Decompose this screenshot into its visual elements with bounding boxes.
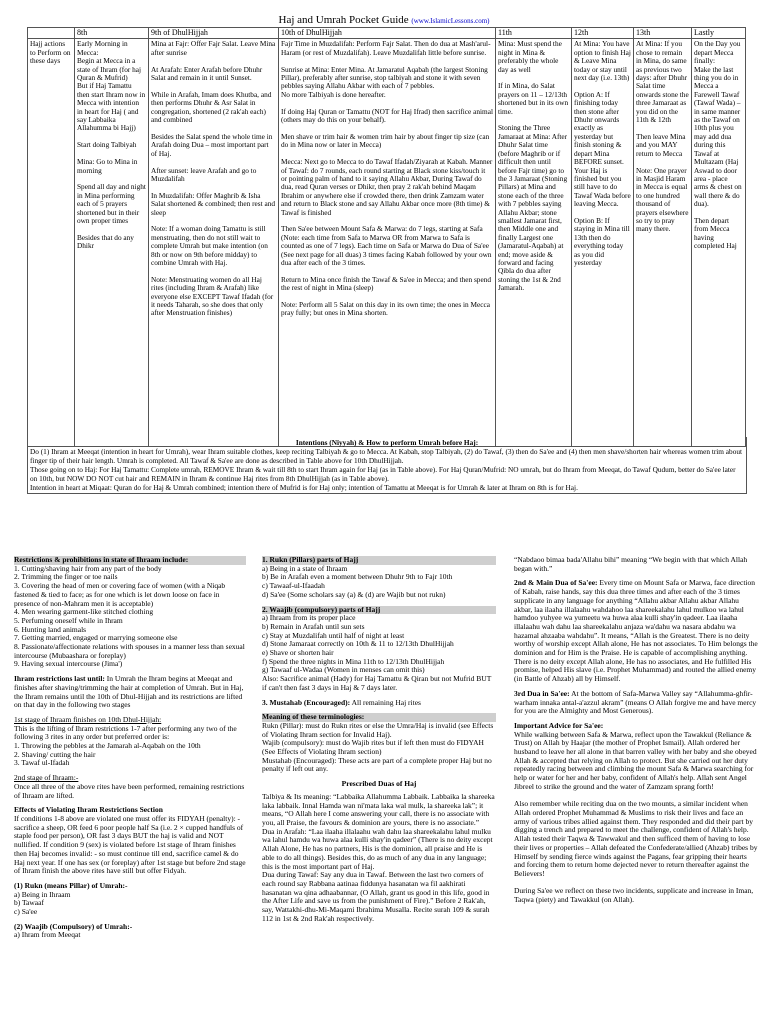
table-header-row — [28, 28, 746, 39]
haj-types-text: Those going on to Haj: For Haj Tamattu: Complete umrah, REMOVE Ihram & wait till 8th to start Ihram again for Haj (as in Table above). For Haj Quran/Mufrid: NO umrah, but do Ihram from Meeqat, do Tawaf Qudum, better do Sa'ee later on 10th, but NOW DO NOT cut hair and REMAIN in Ihram & continue Haj rites from 8th DhulHijjah (as in Table above). — [30, 465, 736, 483]
stage-one-text: This is the lifting of Ihram restrictions 1-7 after performing any two of the following 3 rites in any order but preferred order is: 1. Throwing the pebbles at the Jamarah al-Aqabah on the 10th 2. Shaving/ cutting the hair 3. Tawaf ul-Ifadah — [14, 723, 237, 768]
table-row — [28, 39, 746, 447]
section-heading: Prescribed Duas of Haj — [341, 779, 417, 789]
terminology-text: Rukn (Pillar): must do Rukn rites or else the Umra/Haj is invalid (see Effects of Violating Ihram section for Invalid Haj). Wajib (compulsory): must do Wajib rites but if left then must do FIDYAH (See Effects of Violating Ihram section) Mustahab (Encouraged): These acts are part of a complete proper Haj but no penalty if left out any. — [262, 720, 494, 774]
paragraph-text: All remaining Haj rites — [350, 697, 421, 707]
paragraph-text: In Umrah the Ihram begins at Meeqat and finishes after shaving/trimming the hair at completion of Umrah. But in Haj, the Ihram remains until the 10th of Dhul-Hijjah and its restrictions are lifted on that day in the following two stages — [14, 674, 244, 710]
paragraph-text: At the bottom of Safa-Marwa Valley say “Allahumma-ghfir-warham innaka antal-a'azzul akram” (means O Allah forgive me and have mercy for you are the Almighty and Most Generous). — [514, 688, 757, 716]
section-heading: Restrictions & prohibitions in state of Ihraam include: — [14, 556, 246, 565]
section-heading: Effects of Violating Ihram Restrictions Section — [14, 805, 163, 815]
column-left — [14, 556, 246, 946]
page-title — [0, 14, 768, 26]
advice-text: While walking between Safa & Marwa, reflect upon the Tawakkul (Reliance & Trust) on Allah by Haajar (the mother of Prophet Ismail). Allah ordered her husband to leave her all alone in that barren valley with her baby and she obeyed Allah & accepted that relying on Allah to protect. But she carried out her duty repeatedly racing between and climbing the mount Safa & Marwa searching for help or water for her and her baby, confident of Allah's help. Allah sent Angel Jibreel to strike the ground and the water of Zamzam sprang forth! Also remember while reciting dua on the two mounts, a similar incident when Allah ordered Prophet Muhammad & Muslims to risk their lives and face an army of various tribes allied against them. They responded and did their part by digging a trench and prepared to meet the challenge, confident of Allah's help. Allah tested their Taqwa & Tawwakul and then sufficed them of having to lose their lives or properties – Allah defeated the Confederate/allied (Ahzab) tribes by Himself by sending fierce winds against the Pagans, fear gripping their hearts and forcing them to return home dejected never to return thereafter against the Believers! During Sa'ee we reflect on these two incidents, supplicate and increase in Iman, Taqwa (piety) and Tawakkul (on Allah). — [514, 729, 758, 905]
stage-label: 2nd stage of Ihraam:- — [14, 773, 79, 783]
section-heading: (1) Rukn (means Pillar) of Umrah:- — [14, 880, 128, 890]
umrah-pillars-list: a) Being in Ihraam b) Tawaaf c) Sa'ee — [14, 889, 71, 917]
section-heading: Important Advice for Sa'ee: — [514, 720, 604, 730]
umrah-intentions-box — [27, 437, 747, 494]
umrah-steps-text: Do (1) Ihram at Meeqat (intention in heart for Umrah), wear Ihram suitable clothes, keep reciting Talbiyah & go to Mecca. At Kabah, stop Talbiyah, (2) do Tawaf, (3) then do Sa'ee and (4) then men shave/shorten hair whereas women trim about finger tip of their hair length. Umrah is completed. All Tawaf & Sa'ee are done as described in Table above for 10th DhulHijjah. — [30, 447, 743, 465]
day-8-cell: Early Morning in Mecca: Begin at Mecca in a state of Ihram (for haj Quran & Mufrid) But if Haj Tamattu then start Ihram now in Mecca with intention in heart for Haj ( and say Labbaika Allahumma bi Hajj) Start doing Talbiyah Mina: Go to Mina in morning Spend all day and night in Mina performing each of 5 prayers shortened but in their own proper times Besides that do any Dhikr — [75, 39, 149, 447]
restrictions-list: 1. Cutting/shaving hair from any part of the body 2. Trimming the finger or toe nails 3. Covering the head of men or covering face of women (with a Niqab fastened & tied to face; as for one which is let down loose on face in presence of non-Mahram men it is acceptable) 4. Men wearing garment-like stitched clothing 5. Perfuming oneself while in Ihram 6. Hunting land animals 7. Getting married, engaged or marrying someone else 8. Passionate/affectionate relations with spouses in a manner less than sexual intercourse (Mubaasharа or foreplay) 9. Having sexual intercourse (Jima') — [14, 563, 245, 669]
section-heading: Meaning of these terminologies: — [262, 713, 496, 722]
section-heading: (2) Waajib (Compulsory) of Umrah:- — [14, 921, 133, 931]
day-13-cell: At Mina: If you chose to remain in Mina, do same as previous two days: after Dhuhr Salat time onwards stone the three Jamaraat as you did on the 11th & 12th Then leave Mina and you MAY return to Mecca Note: One prayer in Masjid Haram in Mecca is equal to one hundred thousand of prayers elsewhere so try to pray many there. — [634, 39, 692, 447]
hajj-pillars-list: a) Being in a state of Ihraam b) Be in Arafah even a moment between Dhuhr 9th to Fajr 10th c) Tawaaf-ul-Ifaadah d) Sa'ee (Some scholars say (a) & (d) are Wajib but not rukn) — [262, 563, 453, 599]
paragraph-text: Every time on Mount Safa or Marwa, face direction of Kabah, raise hands, say this dua three times and after each of the 3 times supplicate in any language for anything “Allahu akbar Allahu akbar Allahu akbar, laa ilaaha illalaahu wahdahoo laa shareekalahu lahul mulkoo wa lahul hamdoo yuhyee wa yumeetu wa huwa alaa kulli shay'in qadeer. Laa ilaaha illalaahu wah dahu laa shareekalahu anjaza wa'dahu wa nasara abdahu wa hazamal ahzaaba wahdahu”. It means, “Allah is the Greatest. There is no deity worthy of worship except Allah alone, He has not associates. To Him belongs the dominion and for Him is the Praise. He is capable of accomplishing anything. There is no deity except Allah alone, He has no associates, and He fulfilled His promise, helped His slave (i.e. Prophet Muhammad) and routed the allied enemy (in Battle of Ahzab) all by Himself. — [514, 578, 758, 684]
section-heading: 2. Waajib (compulsory) parts of Hajj — [262, 606, 496, 615]
inline-heading: 3. Mustahab (Encouraged): — [262, 697, 351, 707]
umrah-wajib-list: a) Ihram from Meeqat — [14, 930, 81, 940]
inline-heading: 3rd Dua in Sa'ee: — [514, 688, 570, 698]
lastly-cell: On the Day you depart Mecca finally: Make the last thing you do in Mecca a Farewell Tawaf (Tawaf Wada) – in same manner as the Tawaf on 10th plus you may add dua during this Tawaf at Multazam (Haj Aswad to door area - place arms & chest on wall there & do dua). Then depart from Mecca having completed Haj — [692, 39, 746, 447]
duas-text: Talbiya & Its meaning: “Labbaika Allahumma Labbaik. Labbaika la shareeka laka labbaik. Innal Hamda wan ni'mata laka wal mulk, la shareeka lak”; it means, “O Allah here I come answering your call, there is no associate with you, all Praise, the favours & dominion are yours, there is no associate.” Dua in Arafah: “Laa ilaaha illalaahu wah dahu laa shareekalahu lahul mulku wa lahul hamdu wa huwa alaa kulli shay'in qadeer” (There is no deity except Allah Alone, He has no partners, His is the dominion, all praise and He is able to do all things). Besides this, do as much of any dua in any language; this is the most important part of Haj. Dua during Tawaf: Say any dua in Tawaf. Between the last two corners of each round say Rabbana aatinaa fiddunya hasanatan wa fil aakhirati hasanatan wa qina adhaabannar, (O Allah, grant us good in this life, good in the After Life and save us from the punishment of Fire).” Before 2 Rak'ah, say, Wattakhi-dhu-Mi-Maqami Ibrahima Musalla. Recite surah 109 & surah 112 in 1st & 2nd Rak'ah respectively. — [262, 791, 495, 923]
section-heading: 1. Rukn (Pillars) parts of Hajj — [262, 556, 496, 565]
inline-heading: 2nd & Main Dua of Sa'ee: — [514, 578, 598, 588]
title-text: Haj and Umrah Pocket Guide — [278, 14, 409, 26]
column-header: 12th — [572, 28, 634, 39]
column-header: 8th — [75, 28, 149, 39]
website-link[interactable]: (www.IslamicLessons.com) — [411, 17, 490, 25]
info-columns — [14, 556, 758, 1024]
violation-effects-text: If conditions 1-8 above are violated one must offer its FIDYAH (penalty): - sacrifice a sheep, OR feed 6 poor people half Sa (i.e. 2 × cupped handfuls of staple food per person), OR fast 3 days BUT the haj is valid and NOT nullified. If condition 9 (sex) is violated before 1st stage of Ihram finishes then Haj becomes invalid: - so must continue till end, sacrifice camel & do Haj next year. If one has sex (or foreplay) after 1st stage but before 2nd stage of Ihram finish the above rites have still but offer Fidyah. — [14, 813, 246, 876]
column-header: 11th — [496, 28, 572, 39]
column-header — [28, 28, 75, 39]
safa-dua-text: “Nabdaoo bimaa bada'Allahu bihi” meaning “We begin with that which Allah began with.” — [514, 556, 748, 573]
inline-heading: Ihram restrictions last until: — [14, 674, 105, 684]
stage-label: 1st stage of Ihraam finishes on 10th Dhul-Hijjah: — [14, 714, 162, 724]
day-12-cell: At Mina: You have option to finish Haj & Leave Mina today or stay until next day (i.e. 13th) Option A: If finishing today then stone after Dhuhr onwards exactly as yesterday but finish stoning & depart Mina BEFORE sunset. Your Haj is finished but you still have to do Tawaf Wada before leaving Mecca. Option B: If staying in Mina till 13th then do everything today as you did yesterday — [572, 39, 634, 447]
row-label-cell: Hajj actions to Perform on these days — [28, 39, 75, 447]
stage-two-text: Once all three of the above rites have been performed, remaining restrictions of Ihraam are lifted. — [14, 781, 245, 800]
hajj-schedule-table — [27, 27, 746, 447]
section-heading: Intentions (Niyyah) & How to perform Umrah before Haj: — [295, 438, 479, 447]
mustahab-paragraph — [262, 699, 496, 708]
column-middle — [262, 556, 496, 929]
column-right — [514, 556, 758, 911]
ihram-duration-paragraph — [14, 675, 246, 710]
third-dua-paragraph — [514, 690, 758, 716]
miqaat-intention-text: Intention in heart at Miqaat: Quran do for Haj & Umrah combined; intention there of Mufrid is for Haj only; intention of Tamattu at Meeqat is for Umrah & later at Ihram on 8th is for Haj. — [30, 483, 578, 492]
day-9-cell: Mina at Fajr: Offer Fajr Salat. Leave Mina after sunrise At Arafah: Enter Arafah before Dhuhr Salat and remain in it until Sunset. While in Arafah, Imam does Khutba, and then performs Dhuhr & Asr Salat in congregation, shortened (2 rak'ah each) and combined Besides the Salat spend the whole time in Arafah doing Dua – most important part of Haj. After sunset: leave Arafah and go to Muzdalifah In Muzdalifah: Offer Maghrib & Isha Salat shortened & combined; then rest and sleep Note: If a woman doing Tamattu is still menstruating, then do not still wait to complete Umrah but make intention (on 8th or now on 9th before midday) to combine Umrah with Haj. Note: Menstruating women do all Haj rites (including Ihram & Arafah) like everyone else EXCEPT Tawaf Ifadah (for it needs Taharah, so she does that only after Menstruation finishes) — [149, 39, 279, 447]
day-10-cell: Fajr Time in Muzdalifah: Perform Fajr Salat. Then do dua at Mash'arul-Haram (or rest of Muzdalifah). Leave Muzdalifah little before sunrise. Sunrise at Mina: Enter Mina. At Jamaratul Aqabah (the largest Stoning Pillar), preferably after sunrise, stop talbiyah and stone it with seven pebbles saying Allahu Akbar with each of 7 pebbles. No more Talbiyah is done hereafter. If doing Haj Quran or Tamattu (NOT for Haj Ifrad) then sacrifice animal (others may do this on your behalf). Men shave or trim hair & women trim hair by about finger tip size (can do in Mina now or later in Mecca) Mecca: Next go to Mecca to do Tawaf Ifadah/Ziyarah at Kabah. Manner of Tawaf: do 7 rounds, each round starting at Black stone kiss/touch it or pointing palm of hand to it saying Allahu Akbar, During Tawaf do dua, read Quran verses or Dhikr, then pray 2 rak'ah behind Maqam Ibrahim or anywhere else if crowded there, then drink Zamzam water and return to Black stone and say Allahu Akbar once more (8th time) & Tawaf is finished Then Sa'ee between Mount Safa & Marwa: do 7 legs, starting at Safa (Note: each time from Safa to Marwa OR from Marwa to Safa is counted as one of 7 legs). Each time on Safa or Marwa do Dua of Sa'ee (See next page for all duas) 3 times facing Kabah followed by your own dua after each of the 3 times. Return to Mina once finish the Tawaf & Sa'ee in Mecca; and then spend the rest of night in Mina (sleep) Note: Perform all 5 Salat on this day in its own time; the ones in Mecca pray fully; but ones in Mina shorten. — [279, 39, 496, 447]
main-dua-paragraph — [514, 579, 758, 683]
column-header: Lastly — [692, 28, 746, 39]
column-header: 13th — [634, 28, 692, 39]
day-11-cell: Mina: Must spend the night in Mina & preferably the whole day as well If in Mina, do Salat prayers on 11 – 12/13th shortened but in its own time. Stoning the Three Jamaraat at Mina: After Dhuhr Salat time (before Maghrib or if difficult then until before Fajr time) go to the 3 Jamaraat (Stoning Pillars) at Mina and stone each of the three with 7 pebbles saying Allahu Akbar; stone smallest Jamarat first, then Middle one and finally Largest one (Jamaratul-Aqabah) at end; move aside & forward and facing Qibla do dua after stoning the 1st & 2nd Jamarah. — [496, 39, 572, 447]
hajj-wajib-list: a) Ihraam from its proper place b) Remain in Arafah until sun sets c) Stay at Muzdalifah until half of night at least d) Stone Jamaraat correctly on 10th & 11 to 12/13th DhulHijjah e) Shave or shorten hair f) Spend the three nights in Mina 11th to 12/13th DhulHijjah g) Tawaaf ul-Wadaa (Women in menses can omit this) Also: Sacrifice animal (Hady) for Haj Tamattu & Qiran but not Mufrid BUT if can't then fast 3 days in Haj & 7 days later. — [262, 613, 492, 692]
column-header: 10th of DhulHijjah — [279, 28, 496, 39]
column-header: 9th of DhulHijjah — [149, 28, 279, 39]
